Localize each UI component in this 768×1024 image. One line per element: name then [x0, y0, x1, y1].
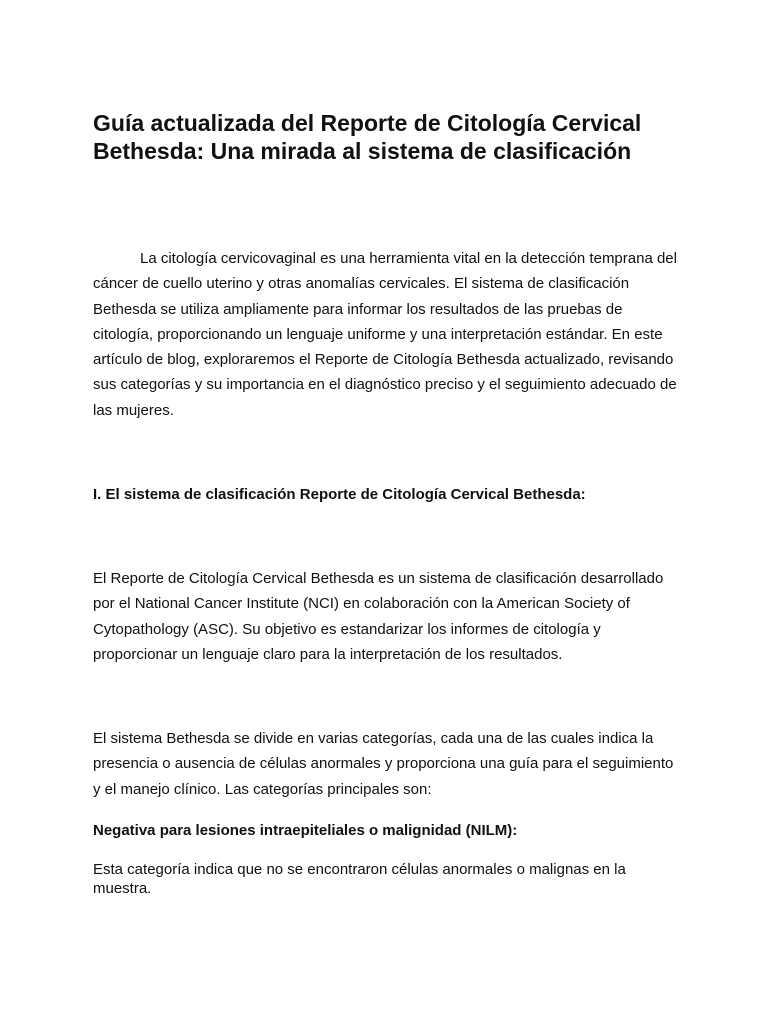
- intro-paragraph: La citología cervicovaginal es una herramienta vital en la detección temprana del cáncer de cuello uterino y otras anomalías cervicales. El sistema de clasificación Bethesda se utiliza ampliamente para informar los resultados de las pruebas de citología, proporcionando un lenguaje uniforme y una interpretación estándar. En este artículo de blog, exploraremos el Reporte de Citología Bethesda actualizado, revisando sus categorías y su importancia en el diagnóstico preciso y el seguimiento adecuado de las mujeres.: [93, 250, 677, 419]
- section-1-paragraph-1: El Reporte de Citología Cervical Bethesda es un sistema de clasificación desarrollado por el National Cancer Institute (NCI) en colaboración con la American Society of Cytopathology (ASC). Su objetivo es estandarizar los informes de citología y proporcionar un lenguaje claro para la interpretación de los resultados.: [93, 570, 664, 663]
- document-title: Guía actualizada del Reporte de Citología Cervical Bethesda: Una mirada al sistema de clasificación: [93, 110, 642, 164]
- nilm-paragraph: Esta categoría indica que no se encontraron células anormales o malignas en la muestra.: [93, 861, 626, 897]
- section-1-paragraph-2: El sistema Bethesda se divide en varias categorías, cada una de las cuales indica la presencia o ausencia de células anormales y proporciona una guía para el seguimiento y el manejo clínico. Las categorías principales son:: [93, 730, 674, 798]
- nilm-heading: Negativa para lesiones intraepiteliales o malignidad (NILM):: [93, 822, 518, 839]
- section-1-heading: I. El sistema de clasificación Reporte de Citología Cervical Bethesda:: [93, 486, 586, 503]
